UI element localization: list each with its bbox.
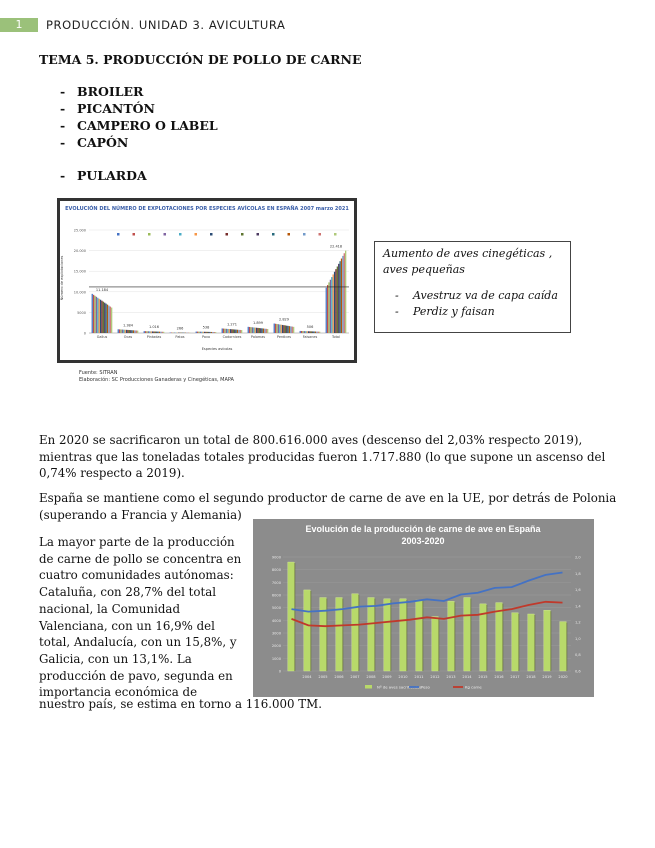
- bar: [266, 329, 267, 333]
- bar: [275, 324, 276, 333]
- legend-swatch: [133, 233, 136, 236]
- bar: [119, 329, 120, 333]
- bar: [162, 332, 163, 333]
- bar: [94, 296, 95, 333]
- y-tick-label: 0: [278, 669, 281, 674]
- bar: [120, 329, 121, 333]
- bar: [335, 269, 336, 333]
- bar: [224, 329, 225, 333]
- bar: [200, 332, 201, 333]
- x-tick-label: 2014: [462, 675, 472, 679]
- bar: [560, 622, 566, 671]
- bar: [301, 331, 302, 333]
- bar: [278, 324, 279, 333]
- bar: [157, 332, 158, 333]
- bar: [198, 332, 199, 333]
- bar: [289, 326, 290, 333]
- bar: [334, 272, 335, 333]
- x-tick-label: Perdices: [276, 335, 292, 339]
- bar: [163, 332, 164, 333]
- bar: [233, 329, 234, 333]
- bar: [259, 328, 260, 333]
- bar: [400, 599, 406, 671]
- page-number: 1: [0, 18, 38, 32]
- bar: [352, 594, 358, 671]
- legend-swatch: [365, 685, 372, 689]
- paragraph-3-end: nuestro país, se estima en torno a 116.000 TM.: [39, 697, 322, 711]
- note-box: [374, 241, 571, 333]
- bar: [341, 259, 342, 333]
- x-tick-label: 2007: [350, 675, 360, 679]
- y2-tick-label: 2,0: [575, 555, 581, 560]
- bar: [313, 331, 314, 333]
- y-tick-label: 15.000: [73, 269, 86, 274]
- bar: [283, 325, 284, 333]
- chart2-title-line1: Evolución de la producción de carne de ave en España: [305, 524, 541, 534]
- bar: [108, 306, 109, 333]
- chart1-xlabel: Especies avícolas: [201, 347, 233, 351]
- y-tick-label: 5000: [271, 606, 281, 611]
- x-tick-label: 2016: [494, 675, 504, 679]
- bar: [201, 332, 202, 333]
- bar: [130, 330, 131, 333]
- y-tick-label: 2000: [271, 644, 281, 649]
- y-tick-label: 1000: [271, 656, 281, 661]
- y2-tick-label: 1,8: [575, 571, 581, 576]
- bar: [212, 332, 213, 333]
- data-label: 1.271: [226, 322, 238, 327]
- bar: [152, 331, 153, 333]
- bar: [215, 332, 216, 333]
- chart2-title-line2: 2003-2020: [401, 536, 445, 546]
- bar: [133, 330, 134, 333]
- bar: [276, 324, 277, 333]
- bar: [300, 331, 301, 333]
- bar: [274, 324, 275, 333]
- bar: [544, 610, 550, 671]
- legend-swatch: [241, 233, 244, 236]
- bar: [312, 331, 313, 333]
- bar: [134, 330, 135, 333]
- legend-swatch: [288, 233, 291, 236]
- legend-swatch: [334, 233, 337, 236]
- x-tick-label: 2017: [510, 675, 520, 679]
- x-tick-label: 2019: [542, 675, 552, 679]
- bar: [204, 332, 205, 333]
- bar: [320, 598, 326, 671]
- bar: [160, 332, 161, 333]
- bar: [127, 330, 128, 333]
- data-label: 266: [176, 326, 184, 331]
- bar: [131, 330, 132, 333]
- note-item: - Avestruz va de capa caída: [413, 288, 562, 304]
- legend-swatch: [195, 233, 198, 236]
- bar: [261, 328, 262, 333]
- bar: [252, 327, 253, 333]
- bar: [153, 331, 154, 333]
- note-item: - Perdiz y faisan: [413, 304, 562, 320]
- note-text: Aumento de aves cinegéticas , aves pequeñas: [383, 247, 553, 276]
- bar: [93, 295, 94, 333]
- bar: [339, 261, 340, 333]
- legend-label: Nº de aves sacrificadas: [377, 684, 422, 690]
- y2-tick-label: 1,0: [575, 636, 581, 641]
- x-tick-label: 2018: [526, 675, 536, 679]
- bar: [104, 303, 105, 333]
- bar: [156, 332, 157, 333]
- y2-tick-label: 1,2: [575, 620, 581, 625]
- bar: [105, 304, 106, 333]
- x-tick-label: 2006: [334, 675, 344, 679]
- bar: [240, 330, 241, 333]
- x-tick-label: Total: [332, 335, 340, 339]
- bar: [101, 301, 102, 333]
- bar: [111, 308, 112, 333]
- y-tick-label: 9000: [271, 555, 281, 560]
- legend-label: Kg carne: [465, 684, 482, 690]
- bar: [237, 330, 238, 333]
- bar: [333, 274, 334, 333]
- y-tick-label: 4000: [271, 618, 281, 623]
- bar: [293, 327, 294, 333]
- bar: [122, 330, 123, 333]
- paragraph-3: La mayor parte de la producción de carne de pollo se concentra en cuatro comunidades autónomas: Cataluña, con 28,7% del total nacional, la Comunidad Valenciana, con un 16,9% del total, Andalucía, con un 15,8%, y Galicia, con un 13,1%. La producción de pavo, segunda en importancia económica de: [39, 535, 242, 700]
- bar: [235, 330, 236, 333]
- bar: [227, 329, 228, 333]
- legend-swatch: [179, 233, 182, 236]
- bar: [416, 600, 422, 671]
- bar: [234, 329, 235, 333]
- bar: [316, 332, 317, 333]
- bar: [281, 325, 282, 333]
- bar: [241, 330, 242, 333]
- legend-swatch: [226, 233, 229, 236]
- x-tick-label: Pintadas: [146, 335, 162, 339]
- list-item: - PICANTÓN: [60, 101, 155, 116]
- bar: [129, 330, 130, 333]
- bar: [203, 332, 204, 333]
- bar: [308, 331, 309, 333]
- bar: [238, 330, 239, 333]
- bar: [292, 327, 293, 333]
- bar: [145, 331, 146, 333]
- bar: [107, 305, 108, 333]
- y2-tick-label: 1,6: [575, 588, 581, 593]
- x-tick-label: Palomas: [250, 335, 266, 339]
- data-label: 538: [202, 325, 210, 330]
- bar: [368, 598, 374, 671]
- bar: [137, 331, 138, 333]
- paragraph-2: España se mantiene como el segundo productor de carne de ave en la UE, por detrás de Polonia (superando a Francia y Alemania): [39, 491, 617, 522]
- bar: [496, 603, 502, 671]
- list-item: - CAPÓN: [60, 135, 129, 150]
- bar: [207, 332, 208, 333]
- y-tick-label: 25.000: [73, 228, 86, 233]
- bar: [92, 294, 93, 333]
- list-item: - PULARDA: [60, 168, 147, 183]
- x-tick-label: Gallus: [96, 335, 108, 339]
- x-tick-label: 2015: [478, 675, 488, 679]
- bar: [326, 288, 327, 333]
- bar: [307, 331, 308, 333]
- bar: [146, 331, 147, 333]
- data-label: 1.899: [252, 320, 264, 325]
- data-label: 506: [306, 324, 314, 329]
- data-label: 1.384: [122, 323, 134, 328]
- x-tick-label: Ocas: [123, 335, 133, 339]
- bar: [255, 328, 256, 333]
- y-tick-label: 6000: [271, 593, 281, 598]
- y-tick-label: 0: [83, 331, 86, 336]
- data-label: 22.418: [329, 244, 343, 249]
- bar: [151, 331, 152, 333]
- legend-swatch: [257, 233, 260, 236]
- x-tick-label: 2005: [318, 675, 328, 679]
- source-line: Elaboración: SC Producciones Ganaderas y Cinegéticas, MAPA: [79, 377, 234, 383]
- bar: [230, 329, 231, 333]
- bar: [331, 277, 332, 333]
- bar: [282, 325, 283, 333]
- bar: [214, 332, 215, 333]
- x-tick-label: Codornices: [222, 335, 242, 339]
- bar: [205, 332, 206, 333]
- bar: [512, 613, 518, 671]
- y-tick-label: 8000: [271, 568, 281, 573]
- bar: [290, 326, 291, 333]
- legend-swatch: [319, 233, 322, 236]
- bar: [118, 329, 119, 333]
- topic-title: TEMA 5. PRODUCCIÓN DE POLLO DE CARNE: [39, 52, 362, 67]
- bar: [155, 332, 156, 333]
- bar: [311, 331, 312, 333]
- bar: [196, 332, 197, 333]
- bar: [253, 327, 254, 333]
- bar: [223, 329, 224, 333]
- x-tick-label: 2013: [446, 675, 456, 679]
- bar: [260, 328, 261, 333]
- legend-swatch: [272, 233, 275, 236]
- bar: [328, 282, 329, 333]
- bar: [279, 324, 280, 333]
- bar: [338, 264, 339, 333]
- data-label: 11.184: [95, 287, 109, 292]
- chart1-title: EVOLUCIÓN DEL NÚMERO DE EXPLOTACIONES POR ESPECIES AVÍCOLAS EN ESPAÑA 2007 marzo 2021: [65, 206, 349, 212]
- bar: [222, 328, 223, 333]
- bar: [318, 332, 319, 333]
- legend-swatch: [148, 233, 151, 236]
- x-tick-label: Faisanes: [302, 335, 318, 339]
- bar: [103, 302, 104, 333]
- bar: [231, 329, 232, 333]
- bar: [264, 329, 265, 333]
- meat-production-chart: [253, 519, 594, 697]
- bar: [384, 599, 390, 671]
- bar: [327, 285, 328, 333]
- bar: [257, 328, 258, 333]
- data-label: 2.829: [278, 317, 290, 322]
- bar: [342, 256, 343, 333]
- bar: [149, 331, 150, 333]
- page-header: [0, 18, 285, 32]
- bar: [528, 614, 534, 671]
- bar: [197, 332, 198, 333]
- bar: [125, 330, 126, 333]
- bar: [144, 331, 145, 333]
- bar: [263, 329, 264, 333]
- bar: [96, 297, 97, 333]
- x-tick-label: 2004: [302, 675, 312, 679]
- y2-tick-label: 1,4: [575, 604, 581, 609]
- bar: [288, 562, 294, 671]
- paragraph-1: En 2020 se sacrificaron un total de 800.616.000 aves (descenso del 2,03% respecto 2019), mientras que las toneladas totales producidas fueron 1.717.880 (lo que supone un ascenso del 0,74% respecto a 2019).: [39, 433, 606, 480]
- legend-label: Peso: [421, 684, 430, 690]
- bar: [432, 617, 438, 671]
- y-tick-label: 3000: [271, 631, 281, 636]
- chart1-ylabel: Número de explotaciones: [60, 255, 64, 301]
- bar: [337, 266, 338, 333]
- bar: [226, 329, 227, 333]
- y-tick-label: 20.000: [73, 249, 86, 254]
- bar: [319, 332, 320, 333]
- bar: [315, 332, 316, 333]
- bar: [256, 328, 257, 333]
- poultry-farms-chart: [57, 198, 357, 363]
- bar: [229, 329, 230, 333]
- y-tick-label: 7000: [271, 580, 281, 585]
- y-tick-label: 5000: [77, 310, 86, 315]
- bar: [286, 326, 287, 333]
- bar: [287, 326, 288, 333]
- source-line: Fuente: SITRAN: [79, 370, 118, 376]
- bar: [305, 331, 306, 333]
- bar: [345, 251, 346, 333]
- data-label: 1.016: [148, 325, 160, 330]
- bar: [309, 331, 310, 333]
- bar: [99, 299, 100, 333]
- x-tick-label: 2010: [398, 675, 408, 679]
- bar: [126, 330, 127, 333]
- bar: [159, 332, 160, 333]
- legend-swatch: [210, 233, 213, 236]
- bar: [464, 598, 470, 671]
- y2-tick-label: 0,8: [575, 653, 581, 658]
- bar: [267, 329, 268, 333]
- y-tick-label: 10.000: [73, 290, 86, 295]
- bar: [211, 332, 212, 333]
- x-tick-label: 2020: [558, 675, 568, 679]
- bar: [123, 330, 124, 333]
- bar: [285, 325, 286, 333]
- bar: [249, 327, 250, 333]
- list-item: - BROILER: [60, 84, 144, 99]
- bar: [448, 601, 454, 671]
- legend-swatch: [164, 233, 167, 236]
- legend-swatch: [303, 233, 306, 236]
- x-tick-label: Pavo: [201, 335, 211, 339]
- x-tick-label: Patos: [175, 335, 185, 339]
- bar: [344, 253, 345, 333]
- bar: [97, 298, 98, 333]
- bar: [110, 307, 111, 333]
- bar: [248, 327, 249, 333]
- breed-list: [60, 83, 218, 184]
- x-tick-label: 2011: [414, 675, 424, 679]
- bar: [304, 590, 310, 671]
- chart2-legend: [365, 685, 482, 690]
- bar: [100, 300, 101, 333]
- bar: [304, 331, 305, 333]
- bar: [302, 331, 303, 333]
- bar: [330, 280, 331, 333]
- x-tick-label: 2012: [430, 675, 440, 679]
- chart1-source: [79, 370, 234, 384]
- legend-swatch: [117, 233, 120, 236]
- y2-tick-label: 0,6: [575, 669, 581, 674]
- list-item: - CAMPERO O LABEL: [60, 118, 218, 133]
- bar: [209, 332, 210, 333]
- x-tick-label: 2008: [366, 675, 376, 679]
- x-tick-label: 2009: [382, 675, 392, 679]
- header-title: PRODUCCIÓN. UNIDAD 3. AVICULTURA: [46, 18, 286, 32]
- bar: [148, 331, 149, 333]
- bar: [250, 327, 251, 333]
- bar: [136, 330, 137, 333]
- bar: [208, 332, 209, 333]
